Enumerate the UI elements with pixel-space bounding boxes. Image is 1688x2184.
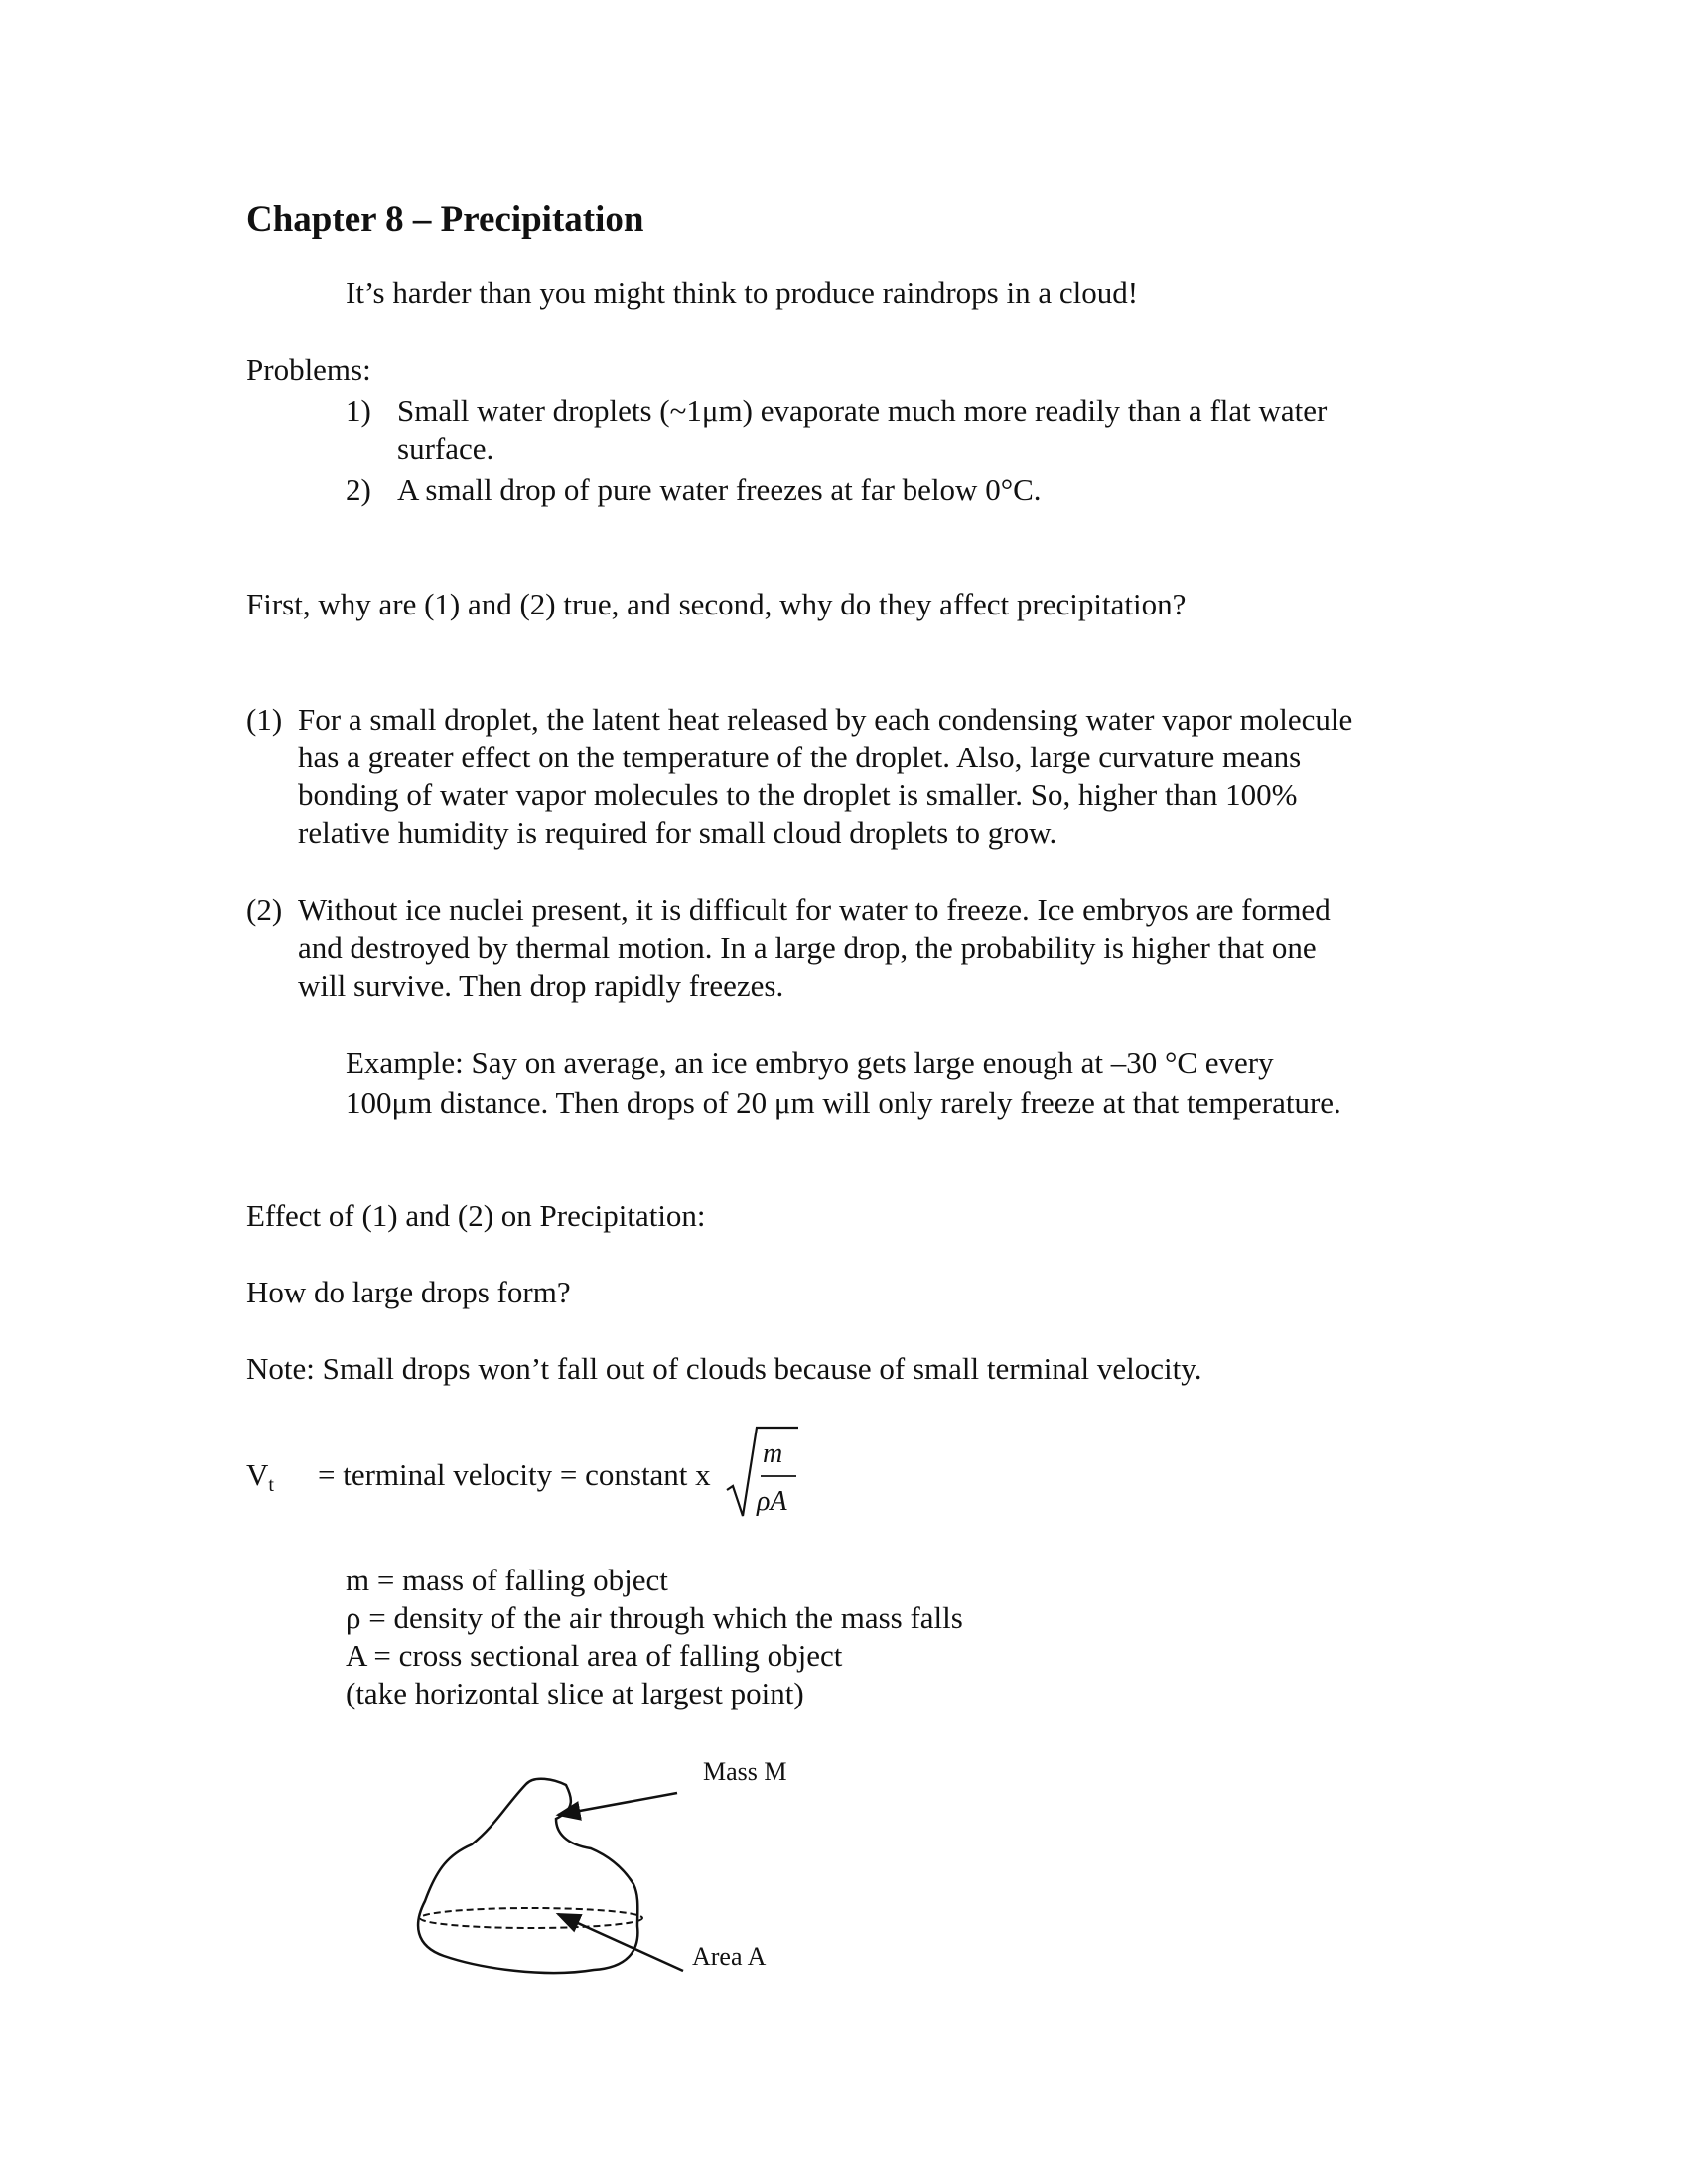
fraction-numerator: m [763, 1438, 783, 1469]
explanation-2-line-2: and destroyed by thermal motion. In a large drop, the probability is higher that one [298, 930, 1317, 965]
explanation-1-number: (1) [246, 702, 283, 737]
problem-1-number: 1) [346, 393, 371, 428]
explanation-1-line-3: bonding of water vapor molecules to the droplet is smaller. So, higher than 100% [298, 777, 1298, 812]
problem-2-line-1: A small drop of pure water freezes at far below 0°C. [397, 473, 1042, 507]
definition-area: A = cross sectional area of falling object [346, 1638, 843, 1673]
example-line-2: 100μm distance. Then drops of 20 μm will only rarely freeze at that temperature. [346, 1085, 1341, 1120]
problem-1-line-1: Small water droplets (~1μm) evaporate much more readily than a flat water [397, 393, 1328, 428]
problems-heading: Problems: [246, 352, 371, 387]
area-label: Area A [692, 1942, 767, 1971]
problem-2-number: 2) [346, 473, 371, 507]
fraction-denominator: ρA [757, 1486, 787, 1517]
large-drops-question: How do large drops form? [246, 1275, 571, 1309]
velocity-v: V [246, 1457, 269, 1492]
page-title: Chapter 8 – Precipitation [246, 200, 644, 240]
definition-density: ρ = density of the air through which the mass falls [346, 1600, 963, 1635]
explanation-2-line-3: will survive. Then drop rapidly freezes. [298, 968, 784, 1003]
explanation-1-line-4: relative humidity is required for small cloud droplets to grow. [298, 815, 1057, 850]
note-text: Note: Small drops won’t fall out of clouds because of small terminal velocity. [246, 1351, 1202, 1386]
question-text: First, why are (1) and (2) true, and second, why do they affect precipitation? [246, 587, 1187, 621]
effect-heading: Effect of (1) and (2) on Precipitation: [246, 1198, 706, 1233]
problem-1-line-2: surface. [397, 431, 494, 466]
intro-text: It’s harder than you might think to produce raindrops in a cloud! [346, 275, 1139, 310]
cross-section-ellipse [420, 1908, 642, 1928]
explanation-2-number: (2) [246, 892, 283, 927]
explanation-2-line-1: Without ice nuclei present, it is difficult for water to freeze. Ice embryos are formed [298, 892, 1331, 927]
mass-arrow [558, 1793, 677, 1815]
velocity-subscript: t [268, 1474, 274, 1496]
formula-text: = terminal velocity = constant x [318, 1457, 711, 1492]
velocity-symbol [246, 1456, 274, 1504]
explanation-1-line-2: has a greater effect on the temperature of the droplet. Also, large curvature means [298, 740, 1302, 774]
definition-note: (take horizontal slice at largest point) [346, 1676, 804, 1710]
example-line-1: Example: Say on average, an ice embryo gets large enough at –30 °C every [346, 1045, 1274, 1080]
definition-mass: m = mass of falling object [346, 1563, 668, 1597]
mass-label: Mass M [703, 1757, 787, 1786]
explanation-1-line-1: For a small droplet, the latent heat released by each condensing water vapor molecule [298, 702, 1353, 737]
falling-object-outline [418, 1779, 637, 1973]
